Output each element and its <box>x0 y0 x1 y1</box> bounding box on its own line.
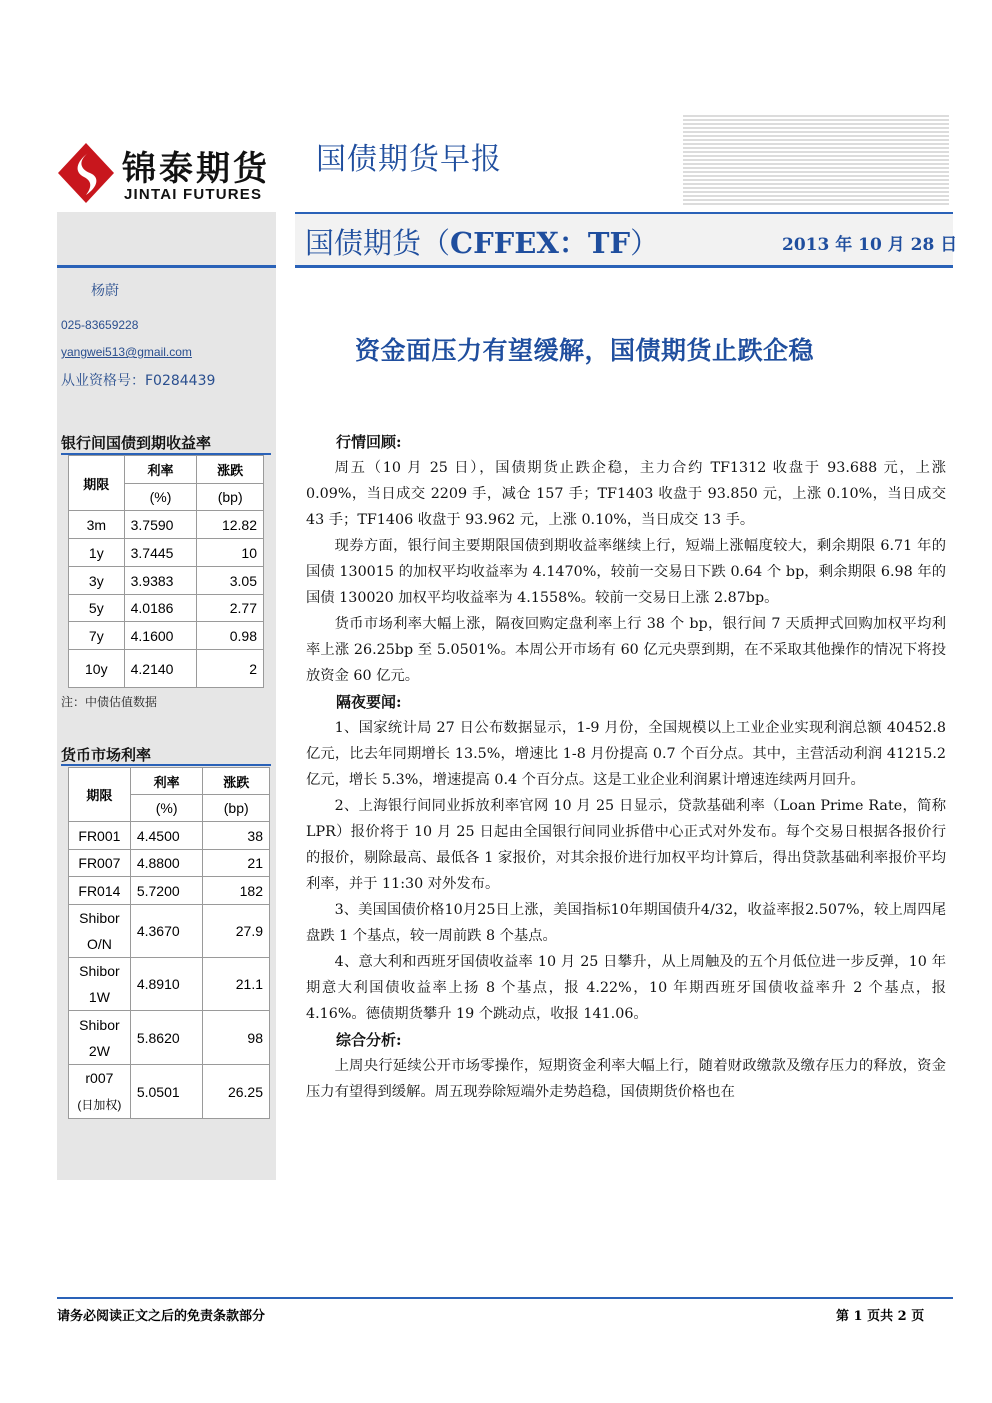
table-row: FR014 5.7200 182 <box>69 877 270 905</box>
paragraph: 上周央行延续公开市场零操作，短期资金利率大幅上行，随着财政缴款及缴存压力的释放，资金压力有望得到缓解。周五现券除短端外走势趋稳，国债期货价格也在 <box>306 1058 946 1100</box>
sidebar-divider <box>57 265 276 268</box>
section-title-review: 行情回顾: <box>336 433 402 451</box>
jintai-logo-icon <box>58 143 114 203</box>
author-name: 杨蔚 <box>91 283 119 299</box>
col-unit-rate: (%) <box>124 484 197 511</box>
col-header-term: 期限 <box>69 456 125 511</box>
paragraph: 1、国家统计局 27 日公布数据显示，1-9 月份，全国规模以上工业企业实现利润总额 40452.8 亿元，比去年同期增长 13.5%，增速比 1-8 月份提高 0.7 个百分点。其中，主营活动利润 41215.2 亿元，增长 5.3%，增速提高 0.4 个百分点。这是工业企业利润累计增速连续两月回升。 <box>306 720 946 788</box>
col-unit-rate: (%) <box>130 795 203 822</box>
yield-table-title: 银行间国债到期收益率 <box>61 434 212 452</box>
col-unit-change: (bp) <box>197 484 264 511</box>
band-bottom-line <box>295 265 953 268</box>
table-row: Shibor 1W 4.8910 21.1 <box>69 958 270 1011</box>
section-title-analysis: 综合分析: <box>336 1031 402 1049</box>
page-number: 第 1 页共 2 页 <box>836 1309 925 1324</box>
yield-table <box>68 455 264 688</box>
headline: 资金面压力有望缓解，国债期货止跌企稳 <box>355 336 815 365</box>
col-header-change: 涨跌 <box>197 456 264 484</box>
paragraph: 3、美国国债价格10月25日上涨，美国指标10年期国债升4/32，收益率报2.507%，较上周四尾盘跌 1 个基点，较一周前跌 8 个基点。 <box>306 902 946 944</box>
table-row: FR001 4.4500 38 <box>69 822 270 850</box>
paragraph: 4、意大利和西班牙国债收益率 10 月 25 日攀升，从上周触及的五个月低位进一步反弹，10 年期意大利国债收益率上扬 8 个基点，报 4.22%，10 年期西班牙国债收益率升 2 个基点，报 4.16%。德债期货攀升 19 个跳动点，收报 141.06。 <box>306 954 946 1022</box>
money-table-title: 货币市场利率 <box>61 746 152 764</box>
table-row: 3y 3.9383 3.05 <box>69 567 264 595</box>
paragraph: 2、上海银行间同业拆放利率官网 10 月 25 日显示，贷款基础利率（Loan Prime Rate，简称 LPR）报价将于 10 月 25 日起由全国银行间同业拆借中心正式对外发布。每个交易日根据各报价行的报价，剔除最高、最低各 1 家报价，对其余报价进行加权平均计算后，得出贷款基础利率报价平均利率，并于 11:30 对外发布。 <box>306 798 946 892</box>
logo-name-cn: 锦泰期货 <box>122 149 270 189</box>
col-header-rate: 利率 <box>130 768 203 795</box>
paragraph: 现券方面，银行间主要期限国债到期收益率继续上行，短端上涨幅度较大，剩余期限 6.71 年的国债 130015 的加权平均收益率为 4.1470%，较前一交易日下跌 0.64 个 bp，剩余期限 6.98 年的国债 130020 加权平均收益率为 4.1558%。较前一交易日上涨 2.87bp。 <box>306 538 946 606</box>
product-label: 国债期货（CFFEX：TF） <box>305 226 660 260</box>
section-title-news: 隔夜要闻: <box>336 693 402 711</box>
footer-divider <box>57 1297 953 1299</box>
article-body <box>306 429 946 1105</box>
footer-disclaimer: 请务必阅读正文之后的免责条款部分 <box>57 1309 266 1324</box>
money-title-line <box>61 764 271 766</box>
table-row: Shibor 2W 5.8620 98 <box>69 1011 270 1065</box>
yield-table-note: 注：中债估值数据 <box>61 695 158 709</box>
table-row: r007 (日加权) 5.0501 26.25 <box>69 1065 270 1119</box>
table-row: 5y 4.0186 2.77 <box>69 595 264 622</box>
table-row: 10y 4.2140 2 <box>69 650 264 688</box>
table-row: FR007 4.8800 21 <box>69 850 270 877</box>
table-row: 7y 4.1600 0.98 <box>69 622 264 650</box>
col-unit-change: (bp) <box>203 795 270 822</box>
table-row: 1y 3.7445 10 <box>69 539 264 567</box>
logo-name-en: JINTAI FUTURES <box>124 186 263 203</box>
band-top-line <box>295 212 953 214</box>
author-email-link[interactable]: yangwei513@gmail.com <box>61 345 192 359</box>
report-title: 国债期货早报 <box>316 142 502 177</box>
author-license: 从业资格号：F0284439 <box>61 373 216 389</box>
col-header-term: 期限 <box>69 768 131 822</box>
decorative-stripes <box>683 115 949 207</box>
paragraph: 货币市场利率大幅上涨，隔夜回购定盘利率上行 38 个 bp，银行间 7 天质押式回购加权平均利率上涨 26.25bp 至 5.0501%。本周公开市场有 60 亿元央票到期，在不采取其他操作的情况下将投放资金 60 亿元。 <box>306 616 946 684</box>
report-date: 2013 年 10 月 28 日 <box>782 235 958 255</box>
paragraph: 周五（10 月 25 日），国债期货止跌企稳，主力合约 TF1312 收盘于 93.688 元，上涨 0.09%，当日成交 2209 手，减仓 157 手；TF1403 收盘于 93.850 元，上涨 0.10%，当日成交 43 手；TF1406 收盘于 93.962 元，上涨 0.10%，当日成交 13 手。 <box>306 460 946 528</box>
col-header-change: 涨跌 <box>203 768 270 795</box>
table-row: 3m 3.7590 12.82 <box>69 511 264 539</box>
author-phone: 025-83659228 <box>61 318 139 332</box>
table-row: Shibor O/N 4.3670 27.9 <box>69 905 270 958</box>
money-table <box>68 767 270 1119</box>
col-header-rate: 利率 <box>124 456 197 484</box>
product-code: CFFEX：TF <box>450 226 631 260</box>
